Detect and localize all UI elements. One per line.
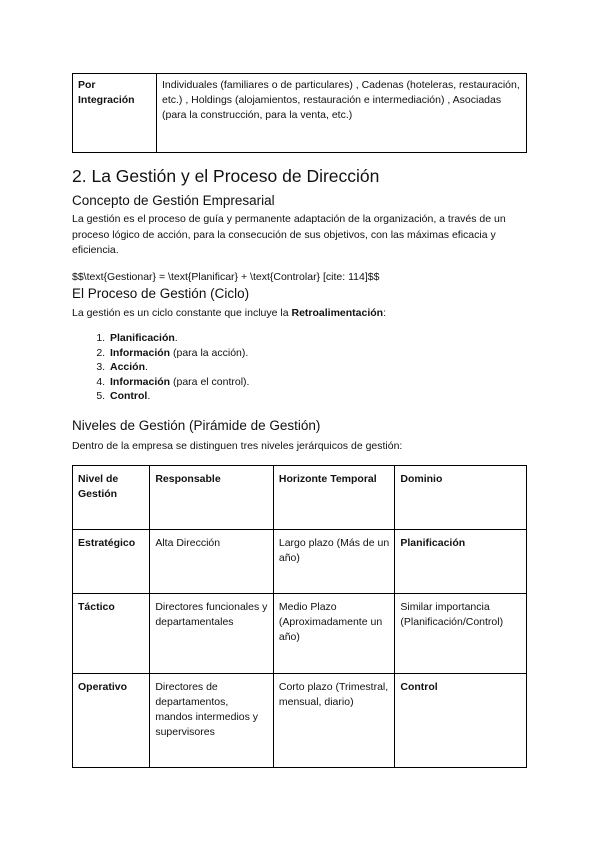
cell-horizonte: Corto plazo (Trimestral, mensual, diario) xyxy=(273,674,395,768)
step-rest: . xyxy=(147,390,151,403)
proceso-intro-prefix: La gestión es un ciclo constante que incluye la xyxy=(72,307,292,319)
step-bold: Información xyxy=(110,375,171,388)
list-item xyxy=(108,346,249,361)
step-rest: (para la acción). xyxy=(170,346,249,359)
proceso-intro-bold: Retroalimentación xyxy=(291,307,384,319)
process-steps-list xyxy=(72,331,249,404)
cell-dominio: Similar importancia (Planificación/Control) xyxy=(395,594,527,674)
cell-horizonte: Medio Plazo (Aproximadamente un año) xyxy=(273,594,395,674)
step-rest: . xyxy=(174,332,178,344)
table-row xyxy=(73,74,527,153)
proceso-intro xyxy=(72,306,532,322)
step-rest: . xyxy=(145,361,148,374)
table-row xyxy=(73,594,527,674)
concepto-title: Concepto de Gestión Empresarial xyxy=(72,193,275,208)
cell-nivel: Operativo xyxy=(73,674,150,768)
integration-table xyxy=(72,73,527,153)
cell-responsable: Directores funcionales y departamentales xyxy=(150,594,274,674)
step-bold: Información xyxy=(110,346,171,359)
list-item xyxy=(108,389,249,404)
table-header-row xyxy=(73,466,527,530)
table-row xyxy=(73,530,527,594)
list-item xyxy=(108,375,249,390)
step-bold: Planificación xyxy=(110,332,175,344)
header-cell-horizonte: Horizonte Temporal xyxy=(273,466,395,530)
list-item xyxy=(108,360,249,375)
niveles-intro: Dentro de la empresa se distinguen tres niveles jerárquicos de gestión: xyxy=(72,440,403,452)
integration-label: Por Integración xyxy=(73,74,157,153)
levels-table xyxy=(72,465,527,768)
niveles-title: Niveles de Gestión (Pirámide de Gestión) xyxy=(72,418,321,433)
header-cell-dominio: Dominio xyxy=(395,466,527,530)
proceso-intro-suffix: : xyxy=(383,307,387,319)
formula-text: $$\text{Gestionar} = \text{Planificar} + \text{Controlar} [cite: 114]$$ xyxy=(72,271,380,283)
concepto-paragraph: La gestión es el proceso de guía y permanente adaptación de la organización, a través de un proceso lógico de acción, para la consecución de sus objetivos, con las máximas eficacia y eficiencia. xyxy=(72,213,506,256)
step-bold: Control xyxy=(110,390,148,403)
cell-responsable: Alta Dirección xyxy=(150,530,274,594)
table-row xyxy=(73,674,527,768)
step-rest: (para el control). xyxy=(170,375,250,388)
cell-dominio: Planificación xyxy=(395,530,527,594)
proceso-title: El Proceso de Gestión (Ciclo) xyxy=(72,286,250,301)
list-item xyxy=(108,331,249,346)
header-cell-nivel: Nivel de Gestión xyxy=(73,466,150,530)
cell-nivel: Táctico xyxy=(73,594,150,674)
header-cell-responsable: Responsable xyxy=(150,466,274,530)
step-bold: Acción xyxy=(110,361,146,374)
cell-nivel: Estratégico xyxy=(73,530,150,594)
cell-horizonte: Largo plazo (Más de un año) xyxy=(273,530,395,594)
integration-content: Individuales (familiares o de particulares) , Cadenas (hoteleras, restauración, etc.) , Holdings (alojamientos, restauración e intermediación) , Asociadas (para la construcción, para la venta, etc.) xyxy=(157,74,527,153)
cell-responsable: Directores de departamentos, mandos intermedios y supervisores xyxy=(150,674,274,768)
cell-dominio: Control xyxy=(395,674,527,768)
section-heading: 2. La Gestión y el Proceso de Dirección xyxy=(72,166,380,186)
